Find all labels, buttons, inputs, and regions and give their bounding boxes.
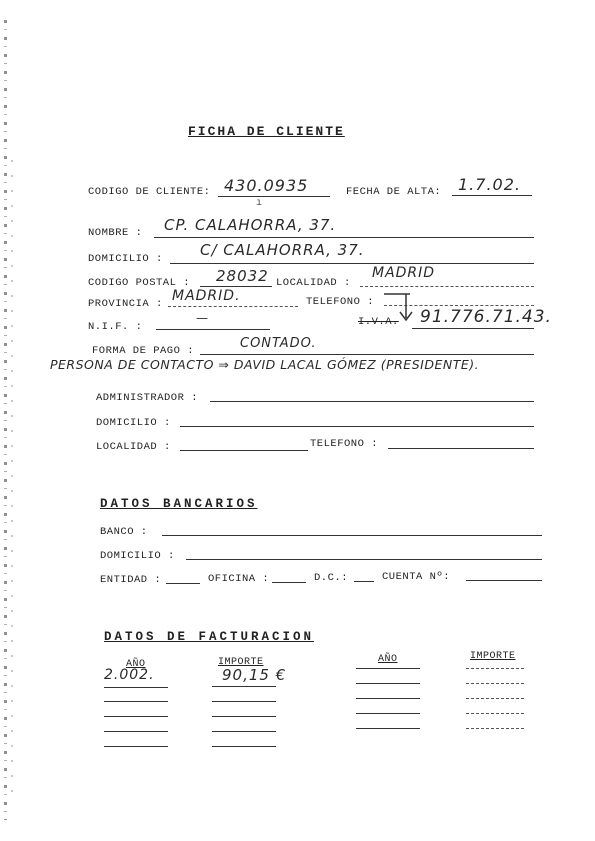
nif-value: —	[196, 311, 209, 325]
fact-row-line	[212, 686, 276, 687]
entidad-label: ENTIDAD :	[100, 574, 162, 586]
fact-row-line	[212, 746, 276, 747]
form-title: FICHA DE CLIENTE	[188, 124, 345, 139]
datos-facturacion-heading: DATOS DE FACTURACION	[104, 630, 315, 644]
datos-bancarios-heading: DATOS BANCARIOS	[100, 497, 258, 511]
fact-row-line	[356, 668, 420, 669]
fecha-alta-value: 1.7.02.	[458, 175, 521, 194]
fecha-alta-label: FECHA DE ALTA:	[346, 186, 442, 198]
fecha-alta-line	[452, 195, 532, 196]
fact-row-line	[104, 701, 168, 702]
nif-label: N.I.F. :	[88, 321, 143, 333]
cuenta-line	[466, 580, 542, 581]
provincia-line	[168, 306, 298, 307]
contact-person-note: PERSONA DE CONTACTO ⇒ DAVID LACAL GÓMEZ (PRESIDENTE).	[50, 357, 480, 372]
codigo-postal-line	[200, 286, 272, 287]
admin-localidad-label: LOCALIDAD :	[96, 441, 171, 453]
administrador-label: ADMINISTRADOR :	[96, 392, 199, 404]
oficina-line	[272, 582, 306, 583]
fact-row-line	[104, 731, 168, 732]
col-ano-1-header: AÑO	[126, 659, 146, 670]
provincia-value: MADRID.	[172, 288, 241, 304]
fact-row-line	[212, 701, 276, 702]
admin-domicilio-line	[180, 426, 534, 427]
telefono-value: 91.776.71.43.	[420, 307, 552, 327]
dc-line	[354, 581, 374, 582]
forma-pago-value: CONTADO.	[240, 336, 317, 351]
fact-row-line	[212, 716, 276, 717]
importe-value: 90,15 €	[222, 666, 287, 684]
telefono-value-line	[412, 328, 534, 329]
col-importe-2-header: IMPORTE	[470, 651, 516, 662]
col-ano-2-header: AÑO	[378, 654, 398, 665]
localidad-label: LOCALIDAD :	[276, 277, 351, 289]
codigo-cliente-label: CODIGO DE CLIENTE:	[88, 186, 211, 198]
scan-edge-mark-inner	[11, 160, 13, 800]
nombre-label: NOMBRE :	[88, 227, 143, 239]
domicilio-label: DOMICILIO :	[88, 253, 163, 265]
localidad-value: MADRID	[372, 265, 436, 281]
fact-row-line	[356, 698, 420, 699]
codigo-cliente-line	[218, 196, 330, 197]
admin-domicilio-label: DOMICILIO :	[96, 417, 171, 429]
banco-domicilio-line	[186, 559, 542, 560]
admin-telefono-line	[388, 448, 534, 449]
fact-row-line	[356, 683, 420, 684]
codigo-cliente-value: 430.0935	[224, 176, 309, 195]
nombre-line	[154, 237, 534, 238]
scan-edge-mark	[4, 20, 7, 820]
cuenta-label: CUENTA Nº:	[382, 571, 451, 583]
forma-pago-label: FORMA DE PAGO :	[92, 345, 195, 357]
banco-domicilio-label: DOMICILIO :	[100, 550, 175, 562]
localidad-line	[360, 286, 534, 287]
domicilio-value: C/ CALAHORRA, 37.	[200, 241, 365, 259]
banco-label: BANCO :	[100, 526, 148, 538]
scan-tick-mark: ı	[256, 198, 263, 209]
banco-line	[162, 535, 542, 536]
fact-row-line	[466, 683, 524, 684]
admin-localidad-line	[180, 450, 308, 451]
fact-row-line	[104, 687, 168, 688]
fact-row-line	[104, 716, 168, 717]
fact-row-line	[356, 713, 420, 714]
fact-row-line	[104, 746, 168, 747]
fact-row-line	[466, 668, 524, 669]
codigo-postal-label: CODIGO POSTAL :	[88, 277, 191, 289]
provincia-label: PROVINCIA :	[88, 298, 163, 310]
fact-row-line	[356, 728, 420, 729]
oficina-label: OFICINA :	[208, 573, 270, 585]
entidad-line	[166, 583, 200, 584]
fact-row-line	[466, 728, 524, 729]
admin-telefono-label: TELEFONO :	[310, 438, 379, 450]
dc-label: D.C.:	[314, 572, 349, 584]
fact-row-line	[466, 698, 524, 699]
nombre-value: CP. CALAHORRA, 37.	[164, 216, 337, 234]
fact-row-line	[212, 731, 276, 732]
telefono-label: TELEFONO :	[306, 296, 375, 308]
codigo-postal-value: 28032	[216, 267, 269, 285]
administrador-line	[210, 401, 534, 402]
nif-line	[156, 329, 270, 330]
fact-row-line	[466, 713, 524, 714]
col-importe-1-header: IMPORTE	[218, 657, 264, 668]
domicilio-line	[170, 263, 534, 264]
forma-pago-line	[200, 354, 534, 355]
ano-value: 2.002.	[104, 667, 155, 683]
iva-label: I.V.A.	[358, 316, 399, 328]
